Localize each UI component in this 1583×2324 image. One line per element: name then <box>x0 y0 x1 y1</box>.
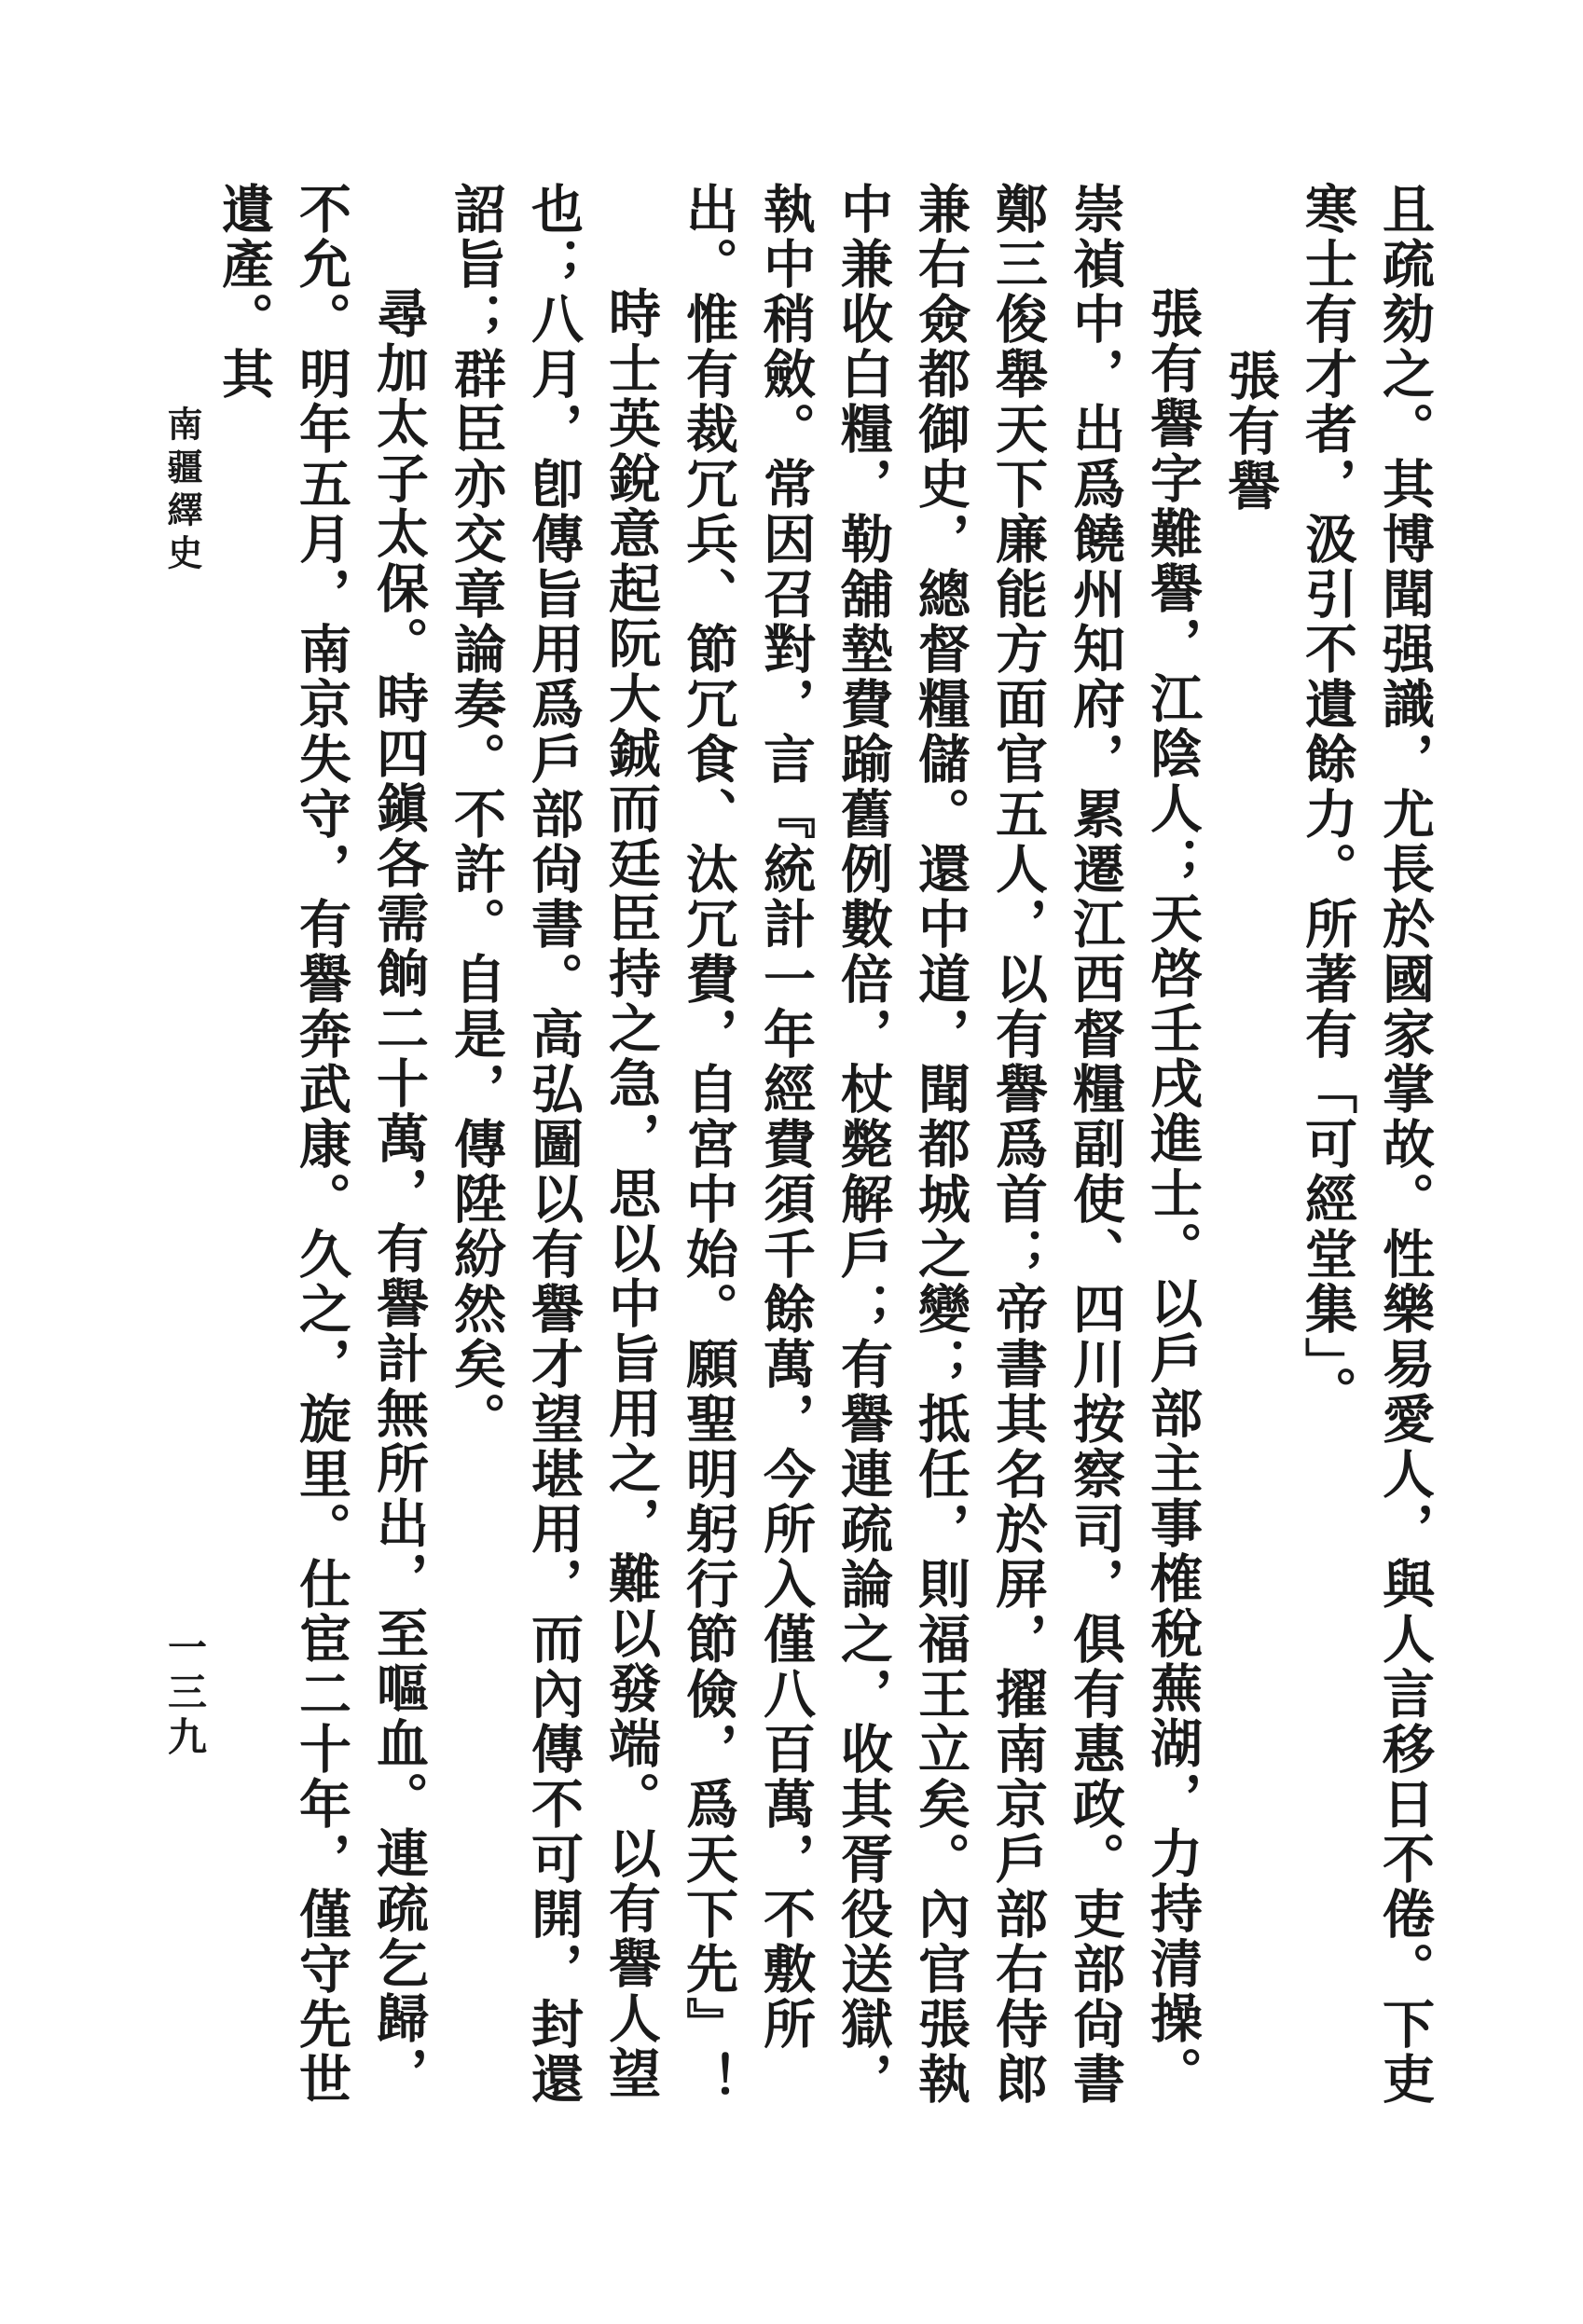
paragraph-2: 時士英銳意起阮大鋮而廷臣持之急，思以中旨用之，難以發端。以有譽人望也；八月，卽傳旨用爲戶部尙書。高弘圖以有譽才望堪用，而內傳不可開，封還詔旨；群臣亦交章論奏。不許。自是，傳陞紛然矣。 <box>446 182 662 2107</box>
paragraph-3: 尋加太子太保。時四鎭各需餉二十萬，有譽計無所出，至嘔血。連疏乞歸，不允。明年五月，南京失守，有譽奔武康。久之，旋里。仕宦二十年，僅守先世遺產。其 <box>213 182 430 2107</box>
book-title: 南疆繹史 <box>161 406 203 577</box>
continued-paragraph: 且疏劾之。其博聞强識，尤長於國家掌故。性樂易愛人，與人言移日不倦。下吏寒士有才者，汲引不遺餘力。所著有「可經堂集」。 <box>1297 182 1436 2107</box>
paragraph-1: 張有譽字難譽，江陰人；天啓壬戌進士。以戶部主事榷稅蕪湖，力持清操。崇禎中，出爲饒州知府，累遷江西督糧副使、四川按察司，俱有惠政。吏部尙書鄭三俊舉天下廉能方面官五人，以有譽爲首；帝書其名於屏，擢南京戶部右侍郎兼右僉都御史，總督糧儲。還中道，聞都城之變；抵任，則福王立矣。內官張執中兼收白糧，勒舖墊費踰舊例數倍，杖斃解戶；有譽連疏論之，收其胥役送獄，執中稍斂。常因召對，言『統計一年經費須千餘萬，今所入僅八百萬，不敷所出。惟有裁冗兵、節冗食、汰冗費，自宮中始。願聖明躬行節儉，爲天下先』！ <box>678 182 1204 2107</box>
vertical-text-body <box>213 182 1443 2121</box>
page-number: 一三九 <box>162 1627 208 1761</box>
section-heading: 張有譽 <box>1219 349 1281 515</box>
